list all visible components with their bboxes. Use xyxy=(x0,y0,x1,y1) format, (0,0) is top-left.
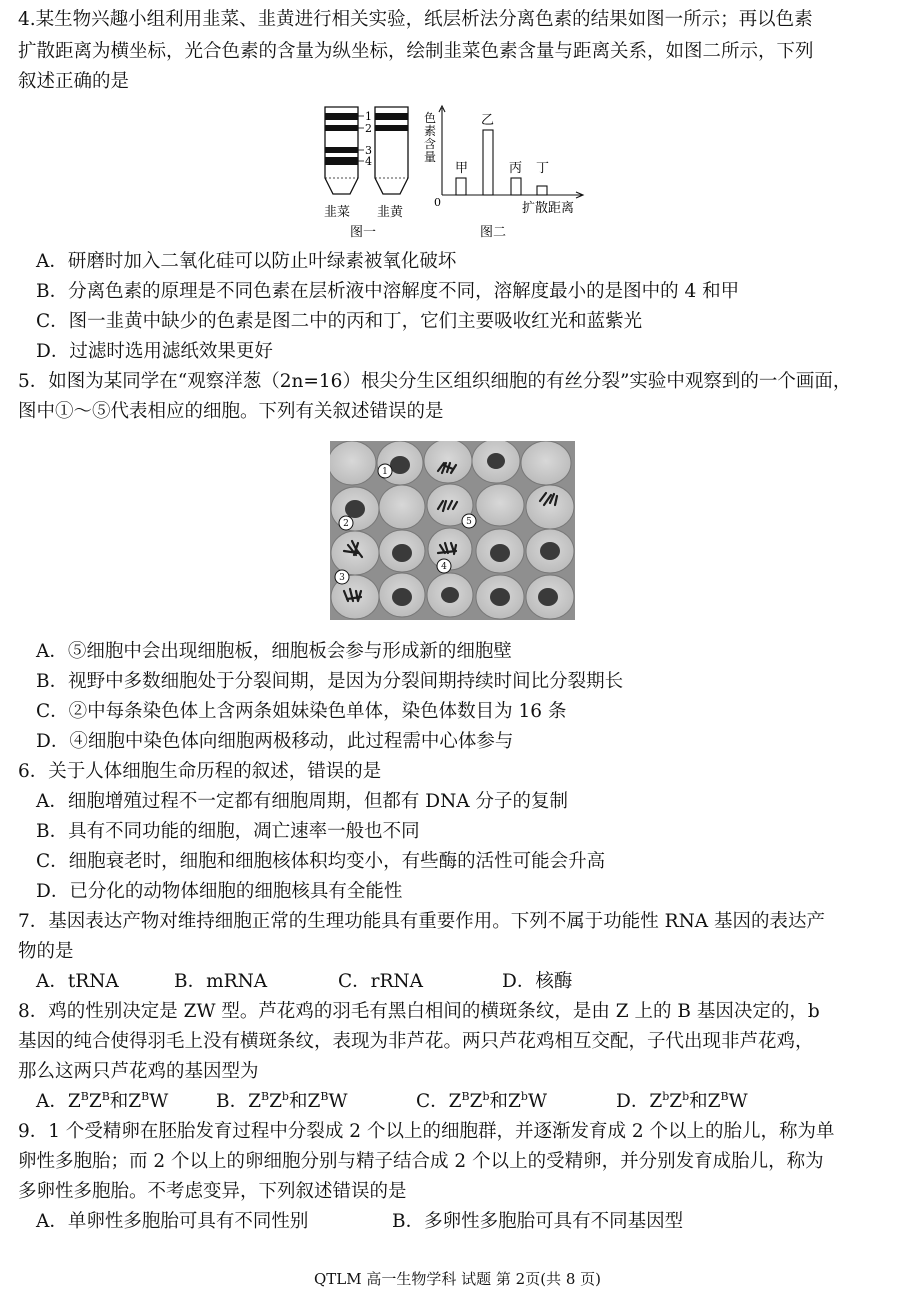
band-2 xyxy=(325,125,358,131)
y-axis-label xyxy=(424,111,436,164)
band-number-4: 4 xyxy=(365,155,372,168)
band-1-right xyxy=(375,113,408,120)
bar-label-yi: 乙 xyxy=(481,113,495,128)
band-4 xyxy=(325,157,358,165)
micrograph-svg xyxy=(330,441,575,620)
q7-option-b: B．mRNA xyxy=(174,971,268,992)
q8-stem-line-3: 那么这两只芦花鸡的基因型为 xyxy=(18,1061,259,1082)
q4-stem-line-3: 叙述正确的是 xyxy=(18,71,130,92)
q8-option-d: D．$Z^bZ^b$和$Z^BW$ xyxy=(616,1090,748,1112)
q6-option-d: D．已分化的动物体细胞的细胞核具有全能性 xyxy=(36,881,403,902)
x-axis-label: 扩散距离 xyxy=(522,201,575,216)
band-number-2: 2 xyxy=(365,122,372,135)
tube-right-label: 韭黄 xyxy=(377,205,404,220)
q7-option-c: C．rRNA xyxy=(338,971,423,992)
q9-stem-line-2: 卵性多胞胎；而 2 个以上的卵细胞分别与精子结合成 2 个以上的受精卵，并分别发育成胎儿，称为 xyxy=(18,1151,824,1172)
q8-option-c: C．$Z^BZ^b$和$Z^bW$ xyxy=(416,1090,547,1112)
q4-option-b: B．分离色素的原理是不同色素在层析液中溶解度不同，溶解度最小的是图中的 4 和甲 xyxy=(36,281,740,302)
q4-option-c: C．图一韭黄中缺少的色素是图二中的丙和丁，它们主要吸收红光和蓝紫光 xyxy=(36,311,643,332)
q9-option-b: B．多卵性多胞胎可具有不同基因型 xyxy=(392,1211,684,1232)
cell-label-4: 4 xyxy=(441,562,447,572)
cell-label-5: 5 xyxy=(466,517,472,527)
band-1 xyxy=(325,113,358,120)
q8-stem-line-1: 8．鸡的性别决定是 ZW 型。芦花鸡的羽毛有黑白相间的横斑条纹，是由 Z 上的 B 基因决定的，b xyxy=(18,1001,820,1022)
q8-option-a: A．$Z^BZ^B$和$Z^BW$ xyxy=(36,1090,169,1112)
chromatography-figure xyxy=(310,100,600,245)
q4-option-a: A．研磨时加入二氧化硅可以防止叶绿素被氧化破坏 xyxy=(36,251,457,272)
q9-options-row xyxy=(36,1210,683,1234)
figure-2-caption: 图二 xyxy=(480,225,507,240)
q7-stem-line-1: 7．基因表达产物对维持细胞正常的生理功能具有重要作用。下列不属于功能性 RNA 基因的表达产 xyxy=(18,911,826,932)
onion-root-tip-micrograph xyxy=(330,441,575,620)
figure-1-caption: 图一 xyxy=(350,225,377,240)
q6-option-a: A．细胞增殖过程不一定都有细胞周期，但都有 DNA 分子的复制 xyxy=(36,791,569,812)
band-number-1: 1 xyxy=(365,110,372,123)
q5-option-a: A．⑤细胞中会出现细胞板，细胞板会参与形成新的细胞壁 xyxy=(36,641,512,662)
q7-option-a: A．tRNA xyxy=(36,971,119,992)
q4-option-d: D．过滤时选用滤纸效果更好 xyxy=(36,341,273,362)
q8-option-b: B．$Z^BZ^b$和$Z^BW$ xyxy=(216,1090,348,1112)
y-label-char-2: 素 xyxy=(424,124,437,138)
q5-stem-line-1: 5．如图为某同学在“观察洋葱（2n=16）根尖分生区组织细胞的有丝分裂”实验中观察到的一个画面， xyxy=(18,371,852,392)
y-label-char-3: 含 xyxy=(424,137,437,151)
band-3 xyxy=(325,147,358,153)
cell-label-3: 3 xyxy=(339,573,345,583)
q4-stem-line-2: 扩散距离为横坐标，光合色素的含量为纵坐标，绘制韭菜色素含量与距离关系，如图二所示，下列 xyxy=(18,41,814,62)
q5-option-b: B．视野中多数细胞处于分裂间期，是因为分裂间期持续时间比分裂期长 xyxy=(36,671,624,692)
q7-options-row xyxy=(36,970,572,994)
tube-leek xyxy=(325,107,358,194)
bar-yi xyxy=(483,130,493,195)
q9-stem-line-3: 多卵性多胞胎。不考虑变异，下列叙述错误的是 xyxy=(18,1181,407,1202)
page-footer: QTLM 高一生物学科 试题 第 2页(共 8 页) xyxy=(313,1270,602,1288)
q5-option-d: D．④细胞中染色体向细胞两极移动，此过程需中心体参与 xyxy=(36,731,514,752)
cell-label-2: 2 xyxy=(343,519,349,529)
band-number-3: 3 xyxy=(365,144,372,157)
q9-stem-line-1: 9．1 个受精卵在胚胎发育过程中分裂成 2 个以上的细胞群，并逐渐发育成 2 个以上的胎儿，称为单 xyxy=(18,1121,835,1142)
q8-stem-line-2: 基因的纯合使得羽毛上没有横斑条纹，表现为非芦花。两只芦花鸡相互交配，子代出现非芦花鸡， xyxy=(18,1031,814,1052)
q7-stem-line-2: 物的是 xyxy=(18,941,74,962)
bar-jia xyxy=(456,178,466,195)
band-number-leaders xyxy=(358,116,364,161)
cell-label-1: 1 xyxy=(382,467,388,477)
q7-option-d: D．核酶 xyxy=(502,971,573,992)
tube-hotbed-chive xyxy=(375,107,408,194)
origin-label: 0 xyxy=(434,196,441,209)
q5-option-c: C．②中每条染色体上含两条姐妹染色单体，染色体数目为 16 条 xyxy=(36,701,567,722)
y-label-char-1: 色 xyxy=(424,111,437,125)
bar-bing xyxy=(511,178,521,195)
band-2-right xyxy=(375,125,408,131)
q5-stem-line-2: 图中①～⑤代表相应的细胞。下列有关叙述错误的是 xyxy=(18,401,444,422)
bar-label-bing: 丙 xyxy=(509,161,523,176)
bar-label-jia: 甲 xyxy=(455,161,469,176)
q6-stem: 6．关于人体细胞生命历程的叙述，错误的是 xyxy=(18,761,382,782)
q6-option-b: B．具有不同功能的细胞，凋亡速率一般也不同 xyxy=(36,821,420,842)
q4-figure xyxy=(310,100,600,245)
bar-ding xyxy=(537,186,547,195)
q6-option-c: C．细胞衰老时，细胞和细胞核体积均变小，有些酶的活性可能会升高 xyxy=(36,851,606,872)
bar-label-ding: 丁 xyxy=(536,161,550,176)
q4-stem-line-1: 4.某生物兴趣小组利用韭菜、韭黄进行相关实验，纸层析法分离色素的结果如图一所示；再以色素 xyxy=(18,9,813,30)
q9-option-a: A．单卵性多胞胎可具有不同性别 xyxy=(36,1211,309,1232)
tube-left-label: 韭菜 xyxy=(324,205,351,220)
y-label-char-4: 量 xyxy=(424,150,437,164)
q8-options-row xyxy=(36,1090,748,1114)
